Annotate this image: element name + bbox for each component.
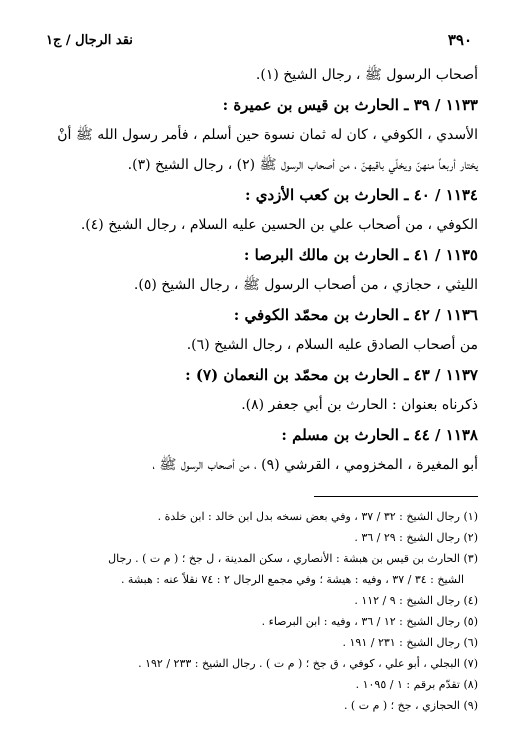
page-number: ٣٩٠ [447, 31, 472, 49]
entry-heading: ١١٣٦ / ٤٢ ـ الحارث بن محمّد الكوفي : [233, 306, 478, 324]
entry-heading: ١١٣٧ / ٤٣ ـ الحارث بن محمّد بن النعمان (٧) : [185, 366, 478, 384]
entry-heading: ١١٣٨ / ٤٤ ـ الحارث بن مسلم : [281, 426, 478, 444]
footnote: (٤) رجال الشيخ : ٩ / ١١٢ . [354, 594, 478, 607]
text-line: ذكرناه بعنوان : الحارث بن أبي جعفر (٨). [241, 397, 478, 413]
footnote: (٩) الحجازي ، جخ ؛ ( م ت ) . [343, 699, 478, 712]
running-title: نقد الرجال / ج١ [46, 32, 133, 48]
text-line: أصحاب الرسول ﷺ ، رجال الشيخ (١). [255, 67, 478, 83]
footnote: (١) رجال الشيخ : ٣٢ / ٣٧ ، وفي بعض نسخه بدل ابن خالد : ابن خلدة . [157, 510, 478, 523]
footnotes [40, 506, 478, 716]
text-line: الكوفي ، من أصحاب علي بن الحسين عليه السلام ، رجال الشيخ (٤). [80, 217, 478, 233]
text-line: من أصحاب الصادق عليه السلام ، رجال الشيخ (٦). [186, 337, 478, 353]
text-line: الأسدي ، الكوفي ، كان له ثمان نسوة حين أسلم ، فأمر رسول الله ﷺ أنْ [57, 127, 478, 143]
entry-heading: ١١٣٤ / ٤٠ ـ الحارث بن كعب الأزدي : [244, 186, 478, 204]
entry-heading: ١١٣٥ / ٤١ ـ الحارث بن مالك البرصا : [243, 246, 478, 264]
footnote: الشيخ : ٣٤ / ٣٧ ، وفيه : هيشة ؛ وفي مجمع الرجال ٢ : ٧٤ نقلاً عنه : هبشة . [120, 573, 464, 586]
footnote: (٥) رجال الشيخ : ١٢ / ٣٦ ، وفيه : ابن البرصاء . [261, 615, 478, 628]
text-line: الليثي ، حجازي ، من أصحاب الرسول ﷺ ، رجال الشيخ (٥). [133, 277, 478, 293]
footnote: (٦) رجال الشيخ : ٢٣١ / ١٩١ . [342, 636, 478, 649]
footnote-separator [314, 496, 478, 497]
footnote: (٢) رجال الشيخ : ٢٩ / ٣٦ . [354, 531, 478, 544]
footnote: (٨) تقدّم برقم : ١ / ١٠٩٥ . [355, 678, 478, 691]
page-body [40, 60, 478, 480]
text-line: يختار أربعاً منهنّ ويخلّي باقيهنّ ، من أصحاب الرسول ﷺ (٢) ، رجال الشيخ (٣). [127, 157, 478, 173]
entry-heading: ١١٣٣ / ٣٩ ـ الحارث بن قيس بن عميرة : [222, 96, 478, 114]
footnote: (٧) البجلي ، أبو علي ، كوفي ، ق جخ ؛ ( م ت ) . رجال الشيخ : ٢٣٣ / ١٩٢ . [138, 657, 478, 670]
footnote: (٣) الحارث بن قيس بن هبشة : الأنصاري ، سكن المدينة ، ل جخ ؛ ( م ت ) . رجال [108, 552, 478, 565]
text-line: أبو المغيرة ، المخزومي ، القرشي (٩) ، من أصحاب الرسول ﷺ ، [152, 457, 478, 473]
page-header [46, 30, 472, 50]
